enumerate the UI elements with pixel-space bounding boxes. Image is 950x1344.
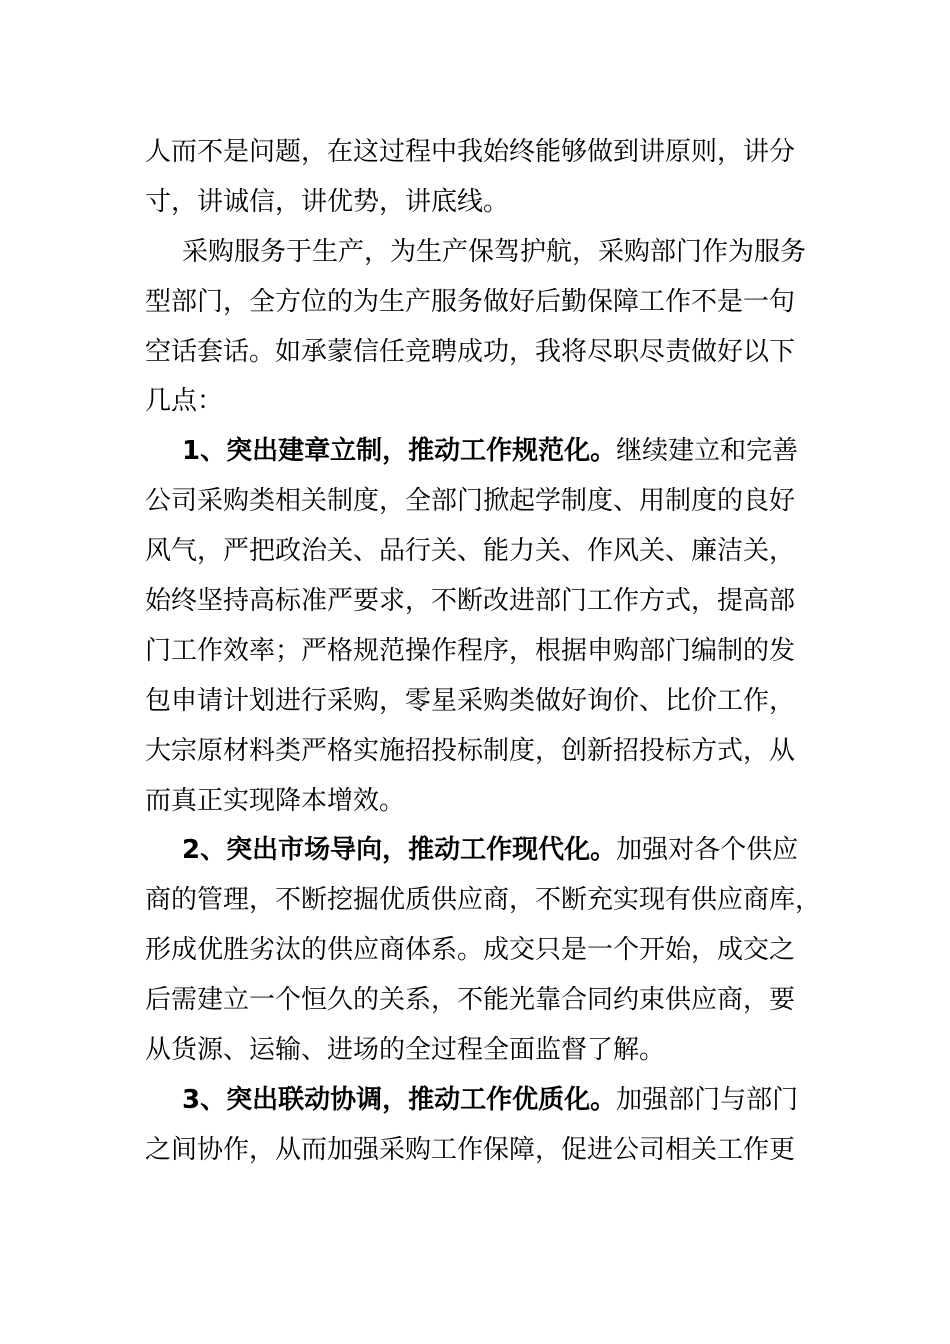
paragraph-2 <box>145 228 805 428</box>
paragraph-4 <box>145 826 822 1075</box>
text-line <box>145 777 805 827</box>
text-line <box>145 278 805 328</box>
text-line <box>145 228 805 278</box>
text-line <box>145 727 805 777</box>
text-line <box>145 1126 805 1176</box>
text-line-text: 始终坚持高标准严要求，不断改进部门工作方式，提高部 <box>145 586 796 617</box>
text-line-bold: 2、突出市场导向，推动工作现代化。 <box>182 835 617 866</box>
text-line-text: 加强部门与部门 <box>616 1084 799 1115</box>
text-line <box>145 377 805 427</box>
text-line <box>145 1026 805 1076</box>
text-line-text: 而真正实现降本增效。 <box>145 785 406 816</box>
document-body <box>145 128 822 1176</box>
text-line <box>145 677 805 727</box>
text-line-text: 加强对各个供应 <box>616 835 799 866</box>
text-line <box>145 577 805 627</box>
text-line <box>145 527 805 577</box>
paragraph-5 <box>145 1076 805 1176</box>
text-line <box>145 826 805 876</box>
text-line <box>145 1076 805 1126</box>
text-line-text: 形成优胜劣汰的供应商体系。成交只是一个开始，成交之 <box>145 935 796 966</box>
text-line-bold: 3、突出联动协调，推动工作优质化。 <box>182 1084 617 1115</box>
text-line-text: 门工作效率；严格规范操作程序，根据申购部门编制的发 <box>145 635 796 666</box>
text-line <box>145 926 805 976</box>
text-line <box>145 427 805 477</box>
text-line-text: 之间协作，从而加强采购工作保障，促进公司相关工作更 <box>145 1134 796 1165</box>
text-line-text: 采购服务于生产，为生产保驾护航，采购部门作为服务 <box>182 236 807 267</box>
text-line <box>145 328 805 378</box>
text-line-text: 从货源、运输、进场的全过程全面监督了解。 <box>145 1035 666 1066</box>
text-line-text: 大宗原材料类严格实施招投标制度，创新招投标方式，从 <box>145 735 796 766</box>
text-line-bold: 1、突出建章立制，推动工作规范化。 <box>182 436 617 467</box>
text-line-text: 后需建立一个恒久的关系，不能光靠合同约束供应商，要 <box>145 985 796 1016</box>
text-line-text: 公司采购类相关制度，全部门掀起学制度、用制度的良好 <box>145 486 796 517</box>
paragraph-3 <box>145 427 805 826</box>
text-line-text: 空话套话。如承蒙信任竞聘成功，我将尽职尽责做好以下 <box>145 336 796 367</box>
text-line-text: 风气，严把政治关、品行关、能力关、作风关、廉洁关， <box>145 536 796 567</box>
text-line-text: 几点： <box>145 386 224 417</box>
paragraph-1 <box>145 128 805 228</box>
text-line <box>145 178 805 228</box>
text-line-text: 寸，讲诚信，讲优势，讲底线。 <box>145 186 510 217</box>
text-line-text: 型部门，全方位的为生产服务做好后勤保障工作不是一句 <box>145 286 796 317</box>
text-line <box>145 876 822 926</box>
text-line <box>145 128 805 178</box>
text-line <box>145 627 805 677</box>
text-line-text: 人而不是问题，在这过程中我始终能够做到讲原则，讲分 <box>145 137 796 167</box>
text-line-text: 包申请计划进行采购，零星采购类做好询价、比价工作， <box>145 685 796 716</box>
text-line-text: 商的管理，不断挖掘优质供应商，不断充实现有供应商库， <box>145 885 822 916</box>
text-line <box>145 477 805 527</box>
text-line-text: 继续建立和完善 <box>616 436 799 467</box>
text-line <box>145 976 805 1026</box>
